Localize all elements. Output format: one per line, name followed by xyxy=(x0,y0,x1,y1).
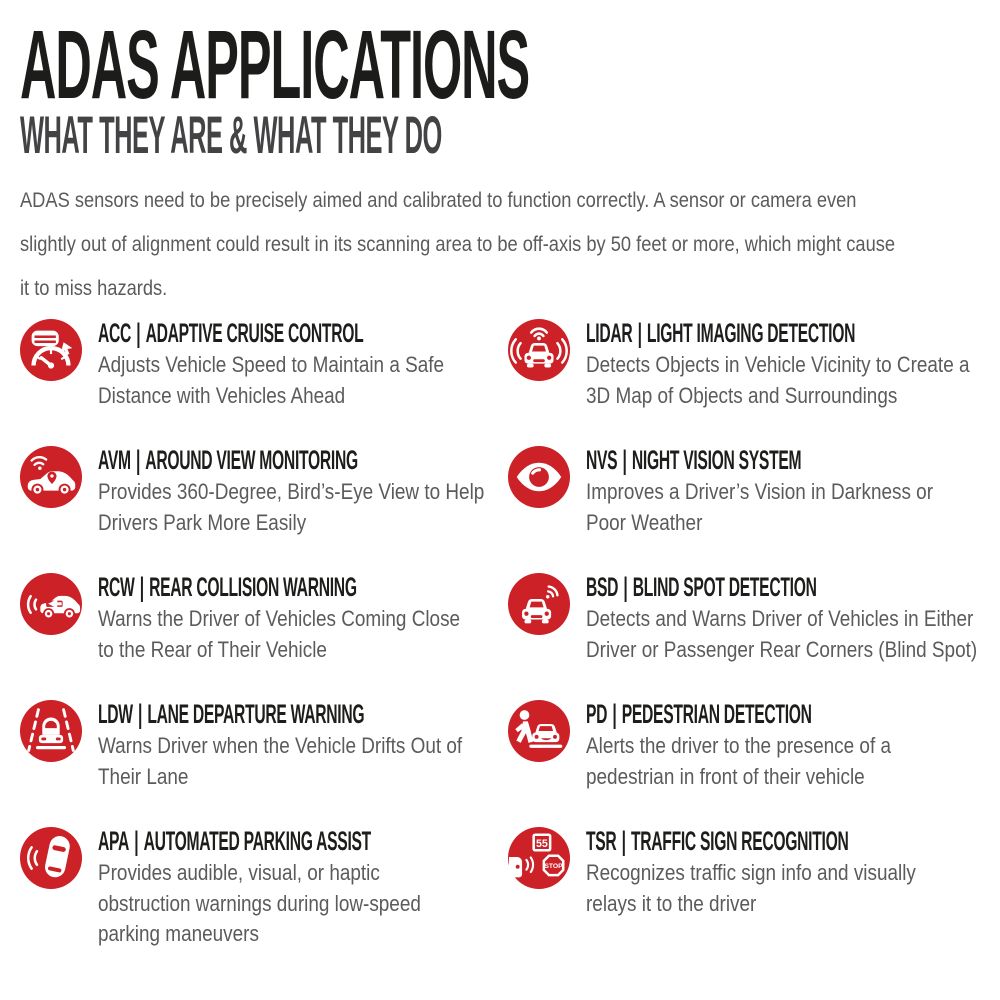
app-item-nvs xyxy=(508,444,1000,538)
app-heading xyxy=(98,825,371,857)
parking-assist-icon xyxy=(20,827,82,889)
app-abbr: PD xyxy=(586,699,608,729)
lidar-icon xyxy=(508,319,570,381)
app-heading xyxy=(586,571,850,603)
app-description xyxy=(586,350,1000,411)
description-line: Their Lane xyxy=(98,763,189,789)
heading-separator: | xyxy=(134,826,139,856)
app-name: BLIND SPOT DETECTION xyxy=(632,572,817,602)
description-line: Warns the Driver of Vehicles Coming Close xyxy=(98,606,461,631)
app-item-pd xyxy=(508,698,1000,792)
heading-separator: | xyxy=(621,826,626,856)
app-item-tsr xyxy=(508,825,1000,950)
app-abbr: TSR xyxy=(586,826,617,856)
applications-grid xyxy=(20,317,1000,950)
app-name: LIGHT IMAGING DETECTION xyxy=(646,318,856,348)
heading-separator: | xyxy=(138,699,143,729)
description-line: parking maneuvers xyxy=(98,921,259,946)
description-line: obstruction warnings during low-speed xyxy=(98,890,421,916)
description-line: Detects Objects in Vehicle Vicinity to Create a xyxy=(586,352,970,377)
app-description xyxy=(586,731,975,792)
app-abbr: AVM xyxy=(98,445,131,475)
description-line: Adjusts Vehicle Speed to Maintain a Safe xyxy=(98,352,445,377)
description-line: Drivers Park More Easily xyxy=(98,509,307,535)
app-heading xyxy=(98,698,364,730)
lane-departure-icon xyxy=(20,700,82,762)
app-name: ADAPTIVE CRUISE CONTROL xyxy=(145,318,364,348)
app-heading xyxy=(98,571,357,603)
heading-separator: | xyxy=(135,445,141,475)
heading-separator: | xyxy=(637,318,642,348)
app-description xyxy=(98,604,544,665)
app-abbr: RCW xyxy=(98,572,135,602)
description-line: Warns Driver when the Vehicle Drifts Out of xyxy=(98,733,463,758)
app-item-rcw xyxy=(20,571,508,665)
heading-separator: | xyxy=(622,445,627,475)
app-abbr: APA xyxy=(98,826,130,856)
intro-line: it to miss hazards. xyxy=(20,277,168,300)
app-item-ldw xyxy=(20,698,508,792)
app-abbr: ACC xyxy=(98,318,132,348)
description-line: Provides audible, visual, or haptic xyxy=(98,860,380,885)
description-line: Detects and Warns Driver of Vehicles in Either xyxy=(586,606,974,631)
app-name: NIGHT VISION SYSTEM xyxy=(631,445,802,475)
blind-spot-icon xyxy=(508,573,570,635)
page-subtitle: WHAT THEY ARE & WHAT THEY DO xyxy=(20,106,442,165)
heading-separator: | xyxy=(612,699,617,729)
app-abbr: NVS xyxy=(586,445,618,475)
intro-line: ADAS sensors need to be precisely aimed and calibrated to function correctly. A sensor or camera even xyxy=(20,189,857,212)
svg-text:STOP: STOP xyxy=(544,862,563,870)
app-heading xyxy=(586,317,855,349)
description-line: Distance with Vehicles Ahead xyxy=(98,382,346,408)
around-view-icon xyxy=(20,446,82,508)
app-description xyxy=(586,477,989,538)
app-item-acc xyxy=(20,317,508,411)
app-heading xyxy=(586,444,820,476)
app-name: REAR COLLISION WARNING xyxy=(149,572,357,602)
adaptive-cruise-icon xyxy=(20,319,82,381)
heading-separator: | xyxy=(623,572,628,602)
app-heading xyxy=(98,317,363,349)
app-name: PEDESTRIAN DETECTION xyxy=(621,699,812,729)
app-description xyxy=(586,858,1000,919)
app-abbr: LIDAR xyxy=(586,318,633,348)
app-abbr: BSD xyxy=(586,572,619,602)
app-name: AUTOMATED PARKING ASSIST xyxy=(143,826,371,856)
app-item-apa xyxy=(20,825,508,950)
description-line: 3D Map of Objects and Surroundings xyxy=(586,382,898,408)
app-item-bsd xyxy=(508,571,1000,665)
description-line: Alerts the driver to the presence of a xyxy=(586,733,891,758)
description-line: Driver or Passenger Rear Corners (Blind Spot) xyxy=(586,636,978,662)
description-line: Provides 360-Degree, Bird’s-Eye View to Help xyxy=(98,479,485,504)
app-item-lidar xyxy=(508,317,1000,411)
pedestrian-icon xyxy=(508,700,570,762)
heading-separator: | xyxy=(139,572,144,602)
heading-separator: | xyxy=(136,318,141,348)
app-name: AROUND VIEW MONITORING xyxy=(145,445,358,475)
app-abbr: LDW xyxy=(98,699,133,729)
description-line: pedestrian in front of their vehicle xyxy=(586,763,865,789)
app-heading xyxy=(586,698,812,730)
rear-collision-icon xyxy=(20,573,82,635)
app-heading xyxy=(98,444,359,476)
traffic-sign-icon xyxy=(508,827,570,889)
description-line: Improves a Driver’s Vision in Darkness or xyxy=(586,479,933,504)
app-description xyxy=(586,604,1000,665)
intro-paragraph xyxy=(20,179,1000,311)
description-line: to the Rear of Their Vehicle xyxy=(98,636,327,662)
app-description xyxy=(98,350,556,411)
app-description xyxy=(98,477,547,538)
app-item-avm xyxy=(20,444,508,538)
description-line: Poor Weather xyxy=(586,509,703,535)
description-line: relays it to the driver xyxy=(586,890,757,916)
description-line: Recognizes traffic sign info and visually xyxy=(586,860,916,885)
app-description xyxy=(98,731,557,792)
app-name: LANE DEPARTURE WARNING xyxy=(147,699,365,729)
app-name: TRAFFIC SIGN RECOGNITION xyxy=(630,826,849,856)
intro-line: slightly out of alignment could result in its scanning area to be off-axis by 50 feet or more, which might cause xyxy=(20,233,896,256)
night-vision-icon xyxy=(508,446,570,508)
app-heading xyxy=(586,825,848,857)
svg-text:55: 55 xyxy=(535,837,548,850)
page-title: ADAS APPLICATIONS xyxy=(20,10,530,119)
app-description xyxy=(98,858,569,950)
